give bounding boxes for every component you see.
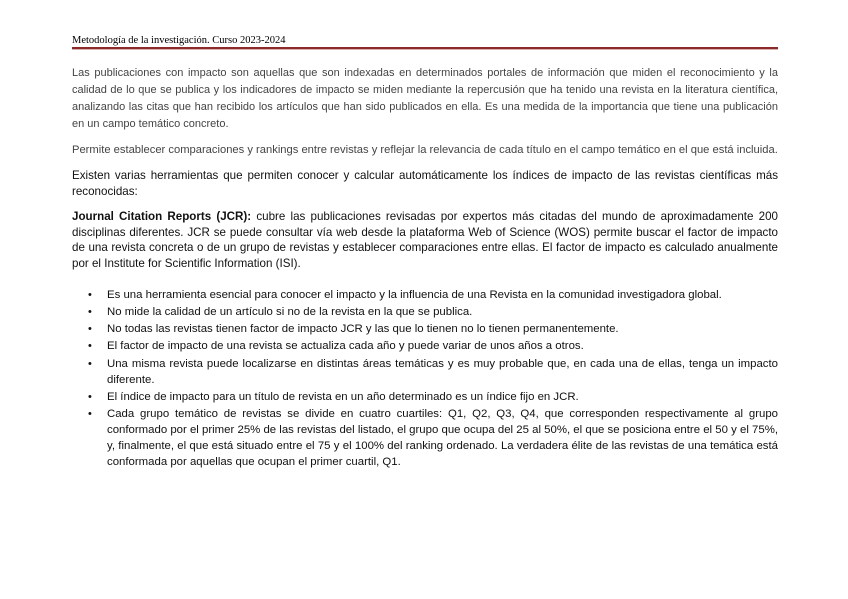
list-item: [72, 390, 778, 406]
document-body: [72, 65, 778, 472]
running-header: Metodología de la investigación. Curso 2023-2024: [72, 35, 286, 46]
bullet-icon: •: [88, 305, 92, 318]
list-item: [72, 339, 778, 355]
bullet-icon: •: [88, 323, 92, 336]
list-item-text: Cada grupo temático de revistas se divide en cuatro cuartiles: Q1, Q2, Q3, Q4, que corresponden respectivamente al grupo conformado por el primer 25% de las revistas del listado, el grupo que ocupa del 25 al 50%, el que se posiciona entre el 50 y el 75%, y, finalmente, el que está situado entre el 75 y el 100% del ranking ordenado. La verdadera élite de las revistas de una temática está conformada por aquellas que ocupan el primer cuartil, Q1.: [107, 408, 778, 468]
list-item: [72, 288, 778, 304]
list-item-text: No mide la calidad de un artículo si no de la revista en la que se publica.: [107, 305, 473, 318]
bullet-icon: •: [88, 357, 92, 370]
jcr-bullet-list: [72, 288, 778, 471]
jcr-title: Journal Citation Reports (JCR):: [72, 210, 252, 224]
list-item: [72, 407, 778, 470]
list-item: [72, 305, 778, 321]
jcr-description: cubre las publicaciones revisadas por expertos más citadas del mundo de aproximadamente 200 disciplinas diferentes. JCR se puede consultar vía web desde la plataforma Web of Science (WOS) permite buscar el factor de impacto de una revista concreta o de un grupo de revistas y establecer comparaciones entre ellas. El factor de impacto es calculado anualmente por el Institute for Scientific Information (ISI).: [72, 210, 778, 270]
header-rule: [72, 47, 778, 50]
bullet-icon: •: [88, 288, 92, 301]
bullet-icon: •: [88, 340, 92, 353]
list-item-text: El índice de impacto para un título de revista en un año determinado es un índice fijo en JCR.: [107, 390, 579, 403]
list-item: [72, 322, 778, 338]
list-item-text: No todas las revistas tienen factor de impacto JCR y las que lo tienen no lo tienen permanentemente.: [107, 323, 619, 336]
list-item: [72, 357, 778, 389]
paragraph-tools: Existen varias herramientas que permiten conocer y calcular automáticamente los índices de impacto de las revistas científicas más reconocidas:: [72, 169, 778, 198]
list-item-text: Es una herramienta esencial para conocer el impacto y la influencia de una Revista en la comunidad investigadora global.: [107, 288, 722, 301]
paragraph-jcr: [72, 209, 778, 271]
bullet-icon: •: [88, 390, 92, 403]
list-item-text: Una misma revista puede localizarse en distintas áreas temáticas y es muy probable que, en cada una de ellas, tenga un impacto diferente.: [107, 357, 778, 386]
bullet-icon: •: [88, 408, 92, 421]
list-item-text: El factor de impacto de una revista se actualiza cada año y puede variar de unos años a otros.: [107, 340, 584, 353]
paragraph-comparisons: Permite establecer comparaciones y rankings entre revistas y reflejar la relevancia de cada título en el campo temático en el que está incluida.: [72, 144, 778, 156]
paragraph-intro: Las publicaciones con impacto son aquellas que son indexadas en determinados portales de información que miden el reconocimiento y la calidad de lo que se publica y los indicadores de impacto se miden mediante la repercusión que ha tenido una revista en la literatura científica, analizando las citas que han recibido los artículos que han sido publicados en ella. Es una medida de la importancia que tiene una publicación en un campo temático concreto.: [72, 67, 778, 130]
